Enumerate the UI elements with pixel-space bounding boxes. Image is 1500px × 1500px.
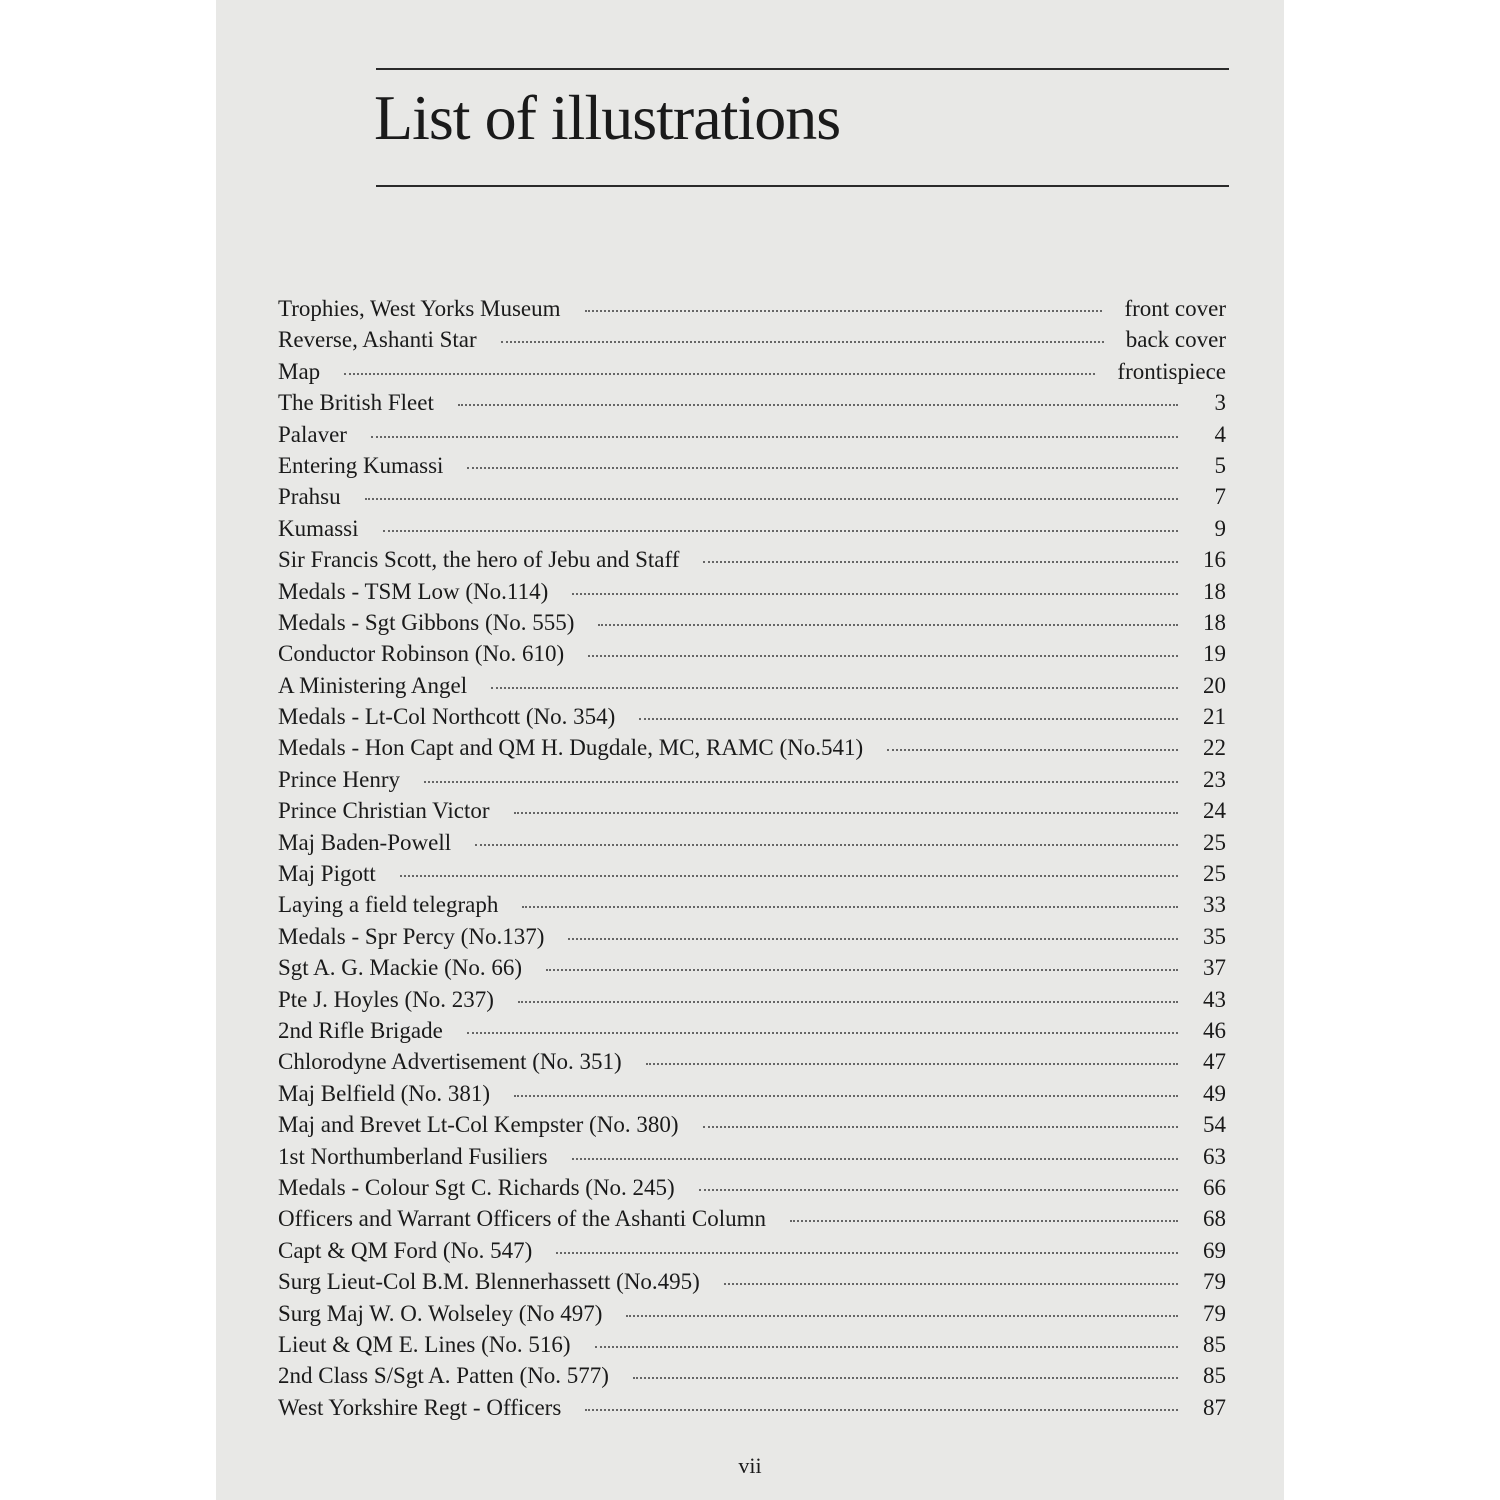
illustration-page: 3 xyxy=(1214,390,1226,416)
list-item xyxy=(278,701,1226,732)
illustration-title: Medals - TSM Low (No.114) xyxy=(278,578,549,604)
dot-leader xyxy=(501,341,1104,343)
dot-leader xyxy=(626,1315,1178,1317)
illustration-title: Maj Belfield (No. 381) xyxy=(278,1080,491,1106)
illustration-title: A Ministering Angel xyxy=(278,672,468,698)
list-item xyxy=(278,356,1226,387)
illustration-page: 21 xyxy=(1203,704,1226,730)
illustration-page: 4 xyxy=(1214,421,1226,447)
list-item xyxy=(278,1235,1226,1266)
illustration-page: 23 xyxy=(1203,766,1226,792)
illustration-title: Medals - Colour Sgt C. Richards (No. 245) xyxy=(278,1174,675,1200)
list-item xyxy=(278,1298,1226,1329)
illustration-page: 24 xyxy=(1203,798,1226,824)
illustration-page: 35 xyxy=(1203,923,1226,949)
illustration-title: Reverse, Ashanti Star xyxy=(278,327,477,353)
illustration-title: Sir Francis Scott, the hero of Jebu and Staff xyxy=(278,547,680,573)
illustration-title: Chlorodyne Advertisement (No. 351) xyxy=(278,1049,622,1075)
list-item xyxy=(278,324,1226,355)
list-item xyxy=(278,638,1226,669)
illustration-title: Maj Pigott xyxy=(278,861,376,887)
list-item xyxy=(278,858,1226,889)
dot-leader xyxy=(424,781,1178,783)
illustration-page: 46 xyxy=(1203,1017,1226,1043)
illustration-title: The British Fleet xyxy=(278,390,434,416)
list-item xyxy=(278,1266,1226,1297)
bottom-rule xyxy=(376,185,1229,187)
dot-leader xyxy=(699,1189,1178,1191)
illustration-title: Officers and Warrant Officers of the Ashanti Column xyxy=(278,1206,767,1232)
illustrations-list xyxy=(278,293,1226,1423)
illustration-page: back cover xyxy=(1125,327,1226,353)
illustration-page: 87 xyxy=(1203,1394,1226,1420)
dot-leader xyxy=(383,530,1179,532)
illustration-page: 68 xyxy=(1203,1206,1226,1232)
dot-leader xyxy=(639,718,1178,720)
illustration-page: 16 xyxy=(1203,547,1226,573)
illustration-title: Prahsu xyxy=(278,484,341,510)
illustration-page: 18 xyxy=(1203,578,1226,604)
dot-leader xyxy=(724,1283,1178,1285)
list-item xyxy=(278,607,1226,638)
illustration-page: 69 xyxy=(1203,1237,1226,1263)
list-item xyxy=(278,513,1226,544)
illustration-title: West Yorkshire Regt - Officers xyxy=(278,1394,562,1420)
illustration-page: 22 xyxy=(1203,735,1226,761)
dot-leader xyxy=(514,1095,1178,1097)
dot-leader xyxy=(371,436,1178,438)
list-item xyxy=(278,764,1226,795)
list-item xyxy=(278,952,1226,983)
illustration-page: 7 xyxy=(1214,484,1226,510)
list-item xyxy=(278,1078,1226,1109)
list-item xyxy=(278,1392,1226,1423)
list-item xyxy=(278,795,1226,826)
illustration-title: Prince Christian Victor xyxy=(278,798,490,824)
book-page xyxy=(216,0,1284,1500)
illustration-title: Maj Baden-Powell xyxy=(278,829,452,855)
illustration-page: 5 xyxy=(1214,452,1226,478)
dot-leader xyxy=(467,1032,1178,1034)
list-item xyxy=(278,1360,1226,1391)
illustration-title: Palaver xyxy=(278,421,347,447)
dot-leader xyxy=(518,1001,1178,1003)
list-item xyxy=(278,670,1226,701)
illustration-title: Kumassi xyxy=(278,515,359,541)
illustration-page: 47 xyxy=(1203,1049,1226,1075)
illustration-title: Medals - Sgt Gibbons (No. 555) xyxy=(278,609,575,635)
illustration-title: Lieut & QM E. Lines (No. 516) xyxy=(278,1331,571,1357)
dot-leader xyxy=(458,404,1178,406)
illustration-title: Trophies, West Yorks Museum xyxy=(278,296,561,321)
list-item xyxy=(278,1109,1226,1140)
illustration-page: 33 xyxy=(1203,892,1226,918)
top-rule xyxy=(376,68,1229,70)
illustration-title: Laying a field telegraph xyxy=(278,892,499,918)
list-item xyxy=(278,827,1226,858)
dot-leader xyxy=(568,938,1178,940)
list-item xyxy=(278,984,1226,1015)
dot-leader xyxy=(585,1409,1178,1411)
dot-leader xyxy=(365,498,1178,500)
dot-leader xyxy=(522,906,1178,908)
list-item xyxy=(278,387,1226,418)
illustration-title: 2nd Class S/Sgt A. Patten (No. 577) xyxy=(278,1363,609,1389)
illustration-title: Map xyxy=(278,358,321,384)
illustration-page: 85 xyxy=(1203,1363,1226,1389)
illustration-page: 9 xyxy=(1214,515,1226,541)
illustration-page: 37 xyxy=(1203,955,1226,981)
list-item xyxy=(278,1015,1226,1046)
illustration-title: Conductor Robinson (No. 610) xyxy=(278,641,565,667)
illustration-page: 19 xyxy=(1203,641,1226,667)
list-item xyxy=(278,450,1226,481)
illustration-title: Surg Maj W. O. Wolseley (No 497) xyxy=(278,1300,603,1326)
list-item xyxy=(278,293,1226,324)
dot-leader xyxy=(703,1126,1179,1128)
illustration-title: Entering Kumassi xyxy=(278,452,444,478)
dot-leader xyxy=(646,1063,1178,1065)
list-item xyxy=(278,576,1226,607)
dot-leader xyxy=(633,1377,1178,1379)
dot-leader xyxy=(475,844,1178,846)
list-item xyxy=(278,732,1226,763)
page-title: List of illustrations xyxy=(374,82,841,153)
dot-leader xyxy=(703,561,1178,563)
illustration-page: 79 xyxy=(1203,1269,1226,1295)
dot-leader xyxy=(572,593,1178,595)
illustration-page: 66 xyxy=(1203,1174,1226,1200)
dot-leader xyxy=(556,1252,1178,1254)
illustration-page: 49 xyxy=(1203,1080,1226,1106)
dot-leader xyxy=(514,812,1178,814)
illustration-page: 54 xyxy=(1203,1112,1226,1138)
illustration-title: Maj and Brevet Lt-Col Kempster (No. 380) xyxy=(278,1112,679,1138)
illustration-page: 25 xyxy=(1203,861,1226,887)
list-item xyxy=(278,889,1226,920)
list-item xyxy=(278,921,1226,952)
list-item xyxy=(278,1141,1226,1172)
illustration-page: 20 xyxy=(1203,672,1226,698)
dot-leader xyxy=(491,687,1178,689)
list-item xyxy=(278,481,1226,512)
illustration-title: Sgt A. G. Mackie (No. 66) xyxy=(278,955,523,981)
dot-leader xyxy=(588,655,1178,657)
illustration-page: 43 xyxy=(1203,986,1226,1012)
illustration-title: Prince Henry xyxy=(278,766,400,792)
dot-leader xyxy=(790,1220,1178,1222)
dot-leader xyxy=(344,373,1095,375)
illustration-page: 85 xyxy=(1203,1331,1226,1357)
list-item xyxy=(278,1329,1226,1360)
dot-leader xyxy=(400,875,1178,877)
list-item xyxy=(278,1046,1226,1077)
dot-leader xyxy=(887,749,1178,751)
dot-leader xyxy=(598,624,1178,626)
illustration-page: 25 xyxy=(1203,829,1226,855)
illustration-title: Capt & QM Ford (No. 547) xyxy=(278,1237,533,1263)
dot-leader xyxy=(546,969,1178,971)
illustration-title: Medals - Hon Capt and QM H. Dugdale, MC, RAMC (No.541) xyxy=(278,735,864,761)
illustration-title: Medals - Lt-Col Northcott (No. 354) xyxy=(278,704,616,730)
illustration-page: frontispiece xyxy=(1117,358,1226,384)
illustration-title: 1st Northumberland Fusiliers xyxy=(278,1143,548,1169)
illustration-page: front cover xyxy=(1124,296,1226,321)
list-item xyxy=(278,1203,1226,1234)
illustration-title: Medals - Spr Percy (No.137) xyxy=(278,923,545,949)
illustration-title: Surg Lieut-Col B.M. Blennerhassett (No.495) xyxy=(278,1269,700,1295)
dot-leader xyxy=(595,1346,1178,1348)
dot-leader xyxy=(467,467,1178,469)
page-number: vii xyxy=(738,1453,762,1478)
illustration-title: Pte J. Hoyles (No. 237) xyxy=(278,986,494,1012)
illustration-page: 63 xyxy=(1203,1143,1226,1169)
dot-leader xyxy=(585,310,1103,312)
dot-leader xyxy=(572,1158,1178,1160)
list-item xyxy=(278,544,1226,575)
illustration-page: 79 xyxy=(1203,1300,1226,1326)
list-item xyxy=(278,1172,1226,1203)
list-item xyxy=(278,419,1226,450)
illustration-title: 2nd Rifle Brigade xyxy=(278,1017,443,1043)
illustration-page: 18 xyxy=(1203,609,1226,635)
